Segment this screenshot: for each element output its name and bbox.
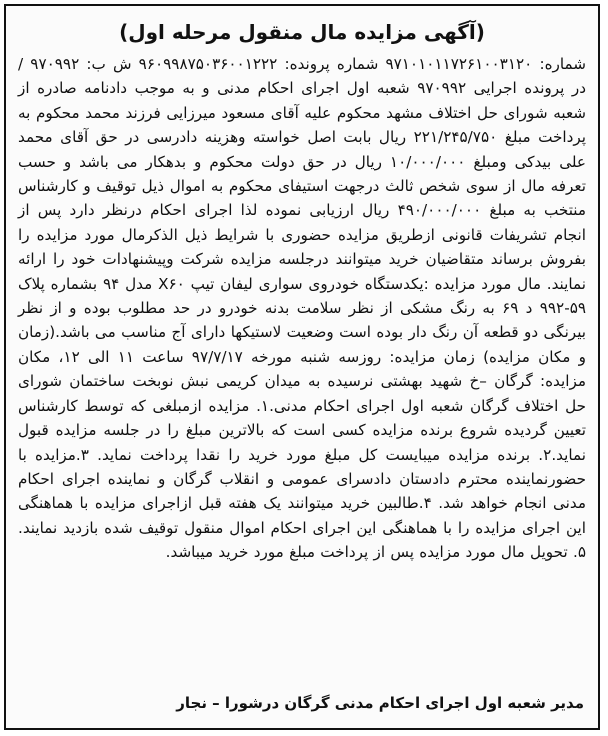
notice-title: (آگهی مزایده مال منقول مرحله اول) [119, 20, 485, 44]
notice-signature: مدیر شعبه اول اجرای احکام مدنی گرگان درشورا – نجار [176, 694, 584, 712]
auction-notice [4, 4, 600, 730]
notice-body: شماره: ۹۷۱۰۱۰۱۱۷۲۶۱۰۰۳۱۲۰ شماره پرونده: ۹۶۰۹۹۸۷۵۰۳۶۰۰۱۲۲۲ ش ب: ۹۷۰۹۹۲ / در پرونده اجرایی ۹۷۰۹۹۲ شعبه اول اجرای احکام مدنی و به موجب دادنامه صادره از شعبه شورای حل اختلاف مشهد محکوم علیه آقای مسعود میرزایی فرزند محمد محکوم به پرداخت مبلغ ۲۲۱/۲۴۵/۷۵۰ ریال بابت اصل خواسته وهزینه دادرسی در حق آقای محمد علی بیدکی ومبلغ ۱۰/۰۰۰/۰۰۰ ریال در حق دولت محکوم و بدهکار می باشد و حسب تعرفه مال از سوی شخص ثالث درجهت استیفای محکوم به اموال ذیل توقیف و کارشناس منتخب به مبلغ ۴۹۰/۰۰۰/۰۰۰ ریال ارزیابی نموده لذا اجرای احکام درنظر دارد پس از انجام تشریفات قانونی ازطریق مزایده حضوری با شرایط ذیل الذکرمال مورد مزایده را بفروش برساند متقاضیان خرید میتوانند درجلسه مزایده شرکت وپیشنهادات خود را ارائه نمایند. مال مورد مزایده :یکدستگاه خودروی سواری لیفان تیپ X۶۰ مدل ۹۴ بشماره پلاک ۵۹-۹۹۲ د ۶۹ به رنگ مشکی از نظر سلامت بدنه خودرو در حد مطلوب بوده و از نظر بیرنگی دو قطعه آن رنگ دار بوده است وضعیت لاستیکها دارای آج مناسب می باشد.(زمان و مکان مزایده) زمان مزایده: روزسه شنبه مورخه ۹۷/۷/۱۷ ساعت ۱۱ الی ۱۲، مکان مزایده: گرگان –خ شهید بهشتی نرسیده به میدان کریمی نبش نوبخت ساختمان شورای حل اختلاف گرگان شعبه اول اجرای احکام مدنی.۱. مزایده ازمبلغی که توسط کارشناس تعیین گردیده شروع برنده مزایده کسی است که بالاترین مبلغ را در جلسه مزایده قبول نماید.۲. برنده مزایده میبایست کل مبلغ مورد خرید را نقدا پرداخت نماید. ۳.مزایده با حضورنماینده محترم دادستان دادسرای عمومی و انقلاب گرگان و نماینده اجرای احکام مدنی انجام خواهد شد. ۴.طالبین خرید میتوانند یک هفته قبل ازاجرای مزایده با هماهنگی این اجرای مزایده را با هماهنگی این اجرای احکام اموال منقول توقیف شده بازدید نمایند. ۵. تحویل مال مورد مزایده پس از پرداخت مبلغ مورد خرید میباشد. [18, 55, 587, 562]
